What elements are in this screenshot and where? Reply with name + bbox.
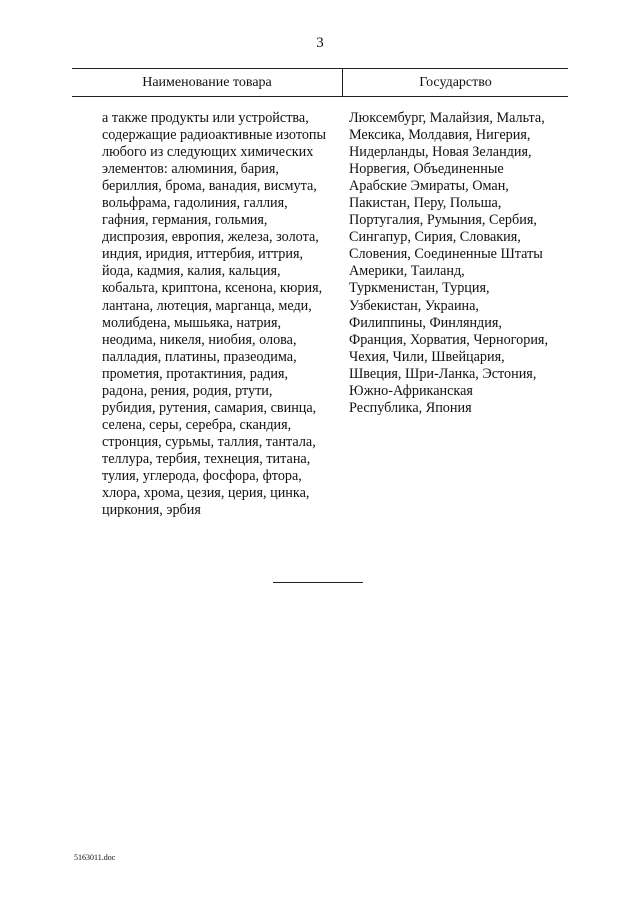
country-text-line: Словения, Соединенные Штаты [349,246,543,263]
country-text-line: Чехия, Чили, Швейцария, [349,348,505,365]
product-text-line: йода, кадмия, калия, кальция, [102,263,281,280]
product-text-line: молибдена, мышьяка, натрия, [102,314,282,331]
product-text-line: индия, иридия, иттербия, иттрия, [102,246,304,263]
country-column-header: Государство [419,74,492,90]
country-text-line: Португалия, Румыния, Сербия, [349,212,537,229]
product-text-line: элементов: алюминия, бария, [102,161,279,178]
product-column-header: Наименование товара [72,69,343,96]
country-list-cell [349,110,548,417]
product-text-line: а также продукты или устройства, [102,110,309,126]
product-text-line: любого из следующих химических [102,144,314,161]
product-text-line: кобальта, криптона, ксенона, кюрия, [102,280,323,297]
product-text-line: рубидия, рутения, самария, свинца, [102,399,317,416]
product-text-line: неодима, никеля, ниобия, олова, [102,331,297,348]
product-text-line: радона, рения, родия, ртути, [102,382,273,399]
product-text-line: содержащие радиоактивные изотопы [102,127,327,144]
product-text-line: прометия, протактиния, радия, [102,365,289,382]
product-text-line: стронция, сурьмы, таллия, тантала, [102,433,316,450]
country-text-line: Арабские Эмираты, Оман, [349,178,509,195]
country-text-line: Республика, Япония [349,399,472,416]
country-text-line: Сингапур, Сирия, Словакия, [349,229,521,246]
product-text-line: теллура, тербия, технеция, титана, [102,450,311,467]
country-text-line: Норвегия, Объединенные [349,161,504,178]
country-text-line: Филиппины, Финляндия, [349,314,502,331]
product-text-line: бериллия, брома, ванадия, висмута, [102,178,317,195]
country-text-line: Южно-Африканская [349,382,473,399]
country-text-line: Люксембург, Малайзия, Мальта, [349,110,545,126]
country-text-line: Франция, Хорватия, Черногория, [349,331,549,348]
country-text-line: Узбекистан, Украина, [349,297,479,314]
end-of-table-rule [273,582,363,583]
product-text-line: диспрозия, европия, железа, золота, [102,229,319,246]
product-text-line: селена, серы, серебра, скандия, [102,416,292,433]
country-text-line: Пакистан, Перу, Польша, [349,195,502,212]
country-text-line: Швеция, Шри-Ланка, Эстония, [349,365,537,382]
table-header [72,68,568,97]
product-text-line: хлора, хрома, цезия, церия, цинка, [102,485,310,502]
product-text-line: палладия, платины, празеодима, [102,348,297,365]
footer-filename: 5163011.doc [74,853,116,862]
product-text-line: циркония, эрбия [102,502,201,519]
country-text-line: Америки, Таиланд, [349,263,465,280]
country-text-line: Мексика, Молдавия, Нигерия, [349,127,531,144]
product-text-line: гафния, германия, гольмия, [102,212,268,229]
country-text-line: Нидерланды, Новая Зеландия, [349,144,532,161]
page-number: 3 [316,35,324,51]
product-text-line: вольфрама, гадолиния, галлия, [102,195,288,212]
product-text-line: лантана, лютеция, марганца, меди, [102,297,312,314]
product-description-cell [102,110,326,519]
product-text-line: тулия, углерода, фосфора, фтора, [102,467,302,484]
country-text-line: Туркменистан, Турция, [349,280,490,297]
